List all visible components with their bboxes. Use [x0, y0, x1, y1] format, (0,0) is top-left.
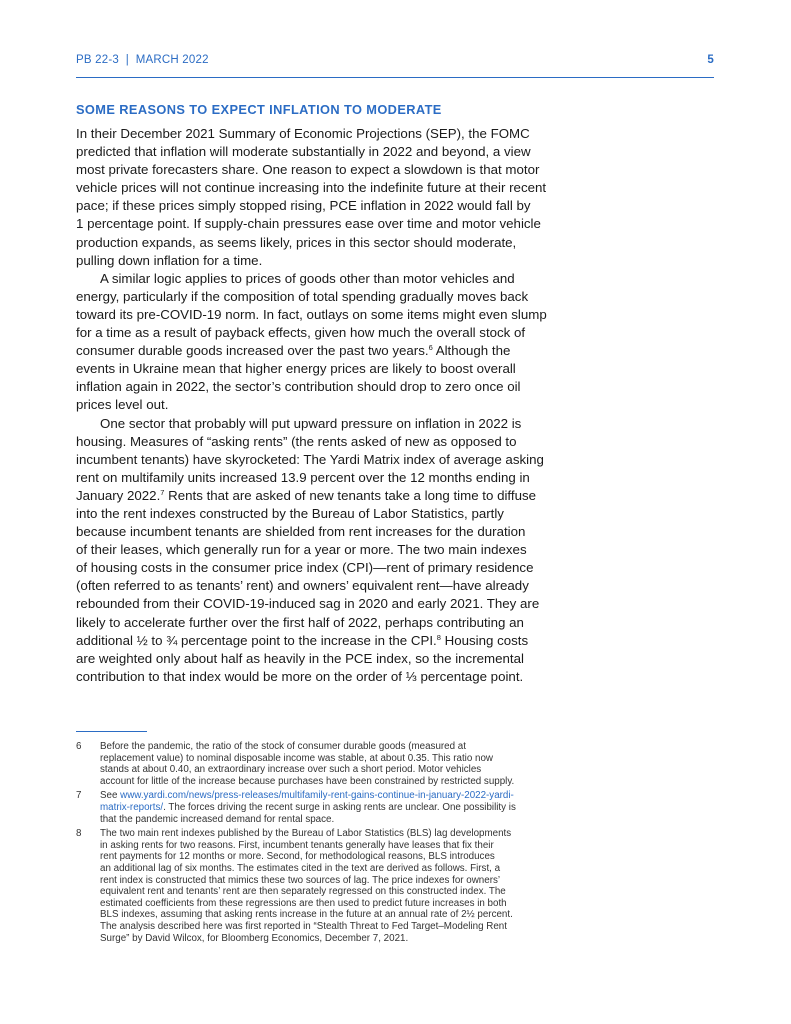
body-line: production expands, as seems likely, prices in this sector should moderate, — [76, 234, 517, 250]
body-line-with-footnote: consumer durable goods increased over the past two years.$^6$ Although the — [76, 343, 511, 359]
footnote-line: The analysis described here was first reported in “Stealth Threat to Fed Target–Modeling Rent — [100, 920, 507, 932]
footnote-line: that the pandemic increased demand for rental space. — [100, 813, 335, 825]
footnote-ref-8[interactable]: 8 — [436, 632, 441, 642]
body-line: energy, particularly if the composition of total spending gradually moves back — [76, 288, 529, 304]
footnote-line: See www.yardi.com/news/press-releases/multifamily-rent-gains-continue-in-january-2022-yardi- — [100, 790, 514, 802]
body-line: In their December 2021 Summary of Economic Projections (SEP), the FOMC — [76, 126, 530, 141]
page-header — [76, 54, 714, 70]
footnote-6 — [76, 741, 596, 787]
body-line: rebounded from their COVID-19-induced sag in 2020 and early 2021. They are — [76, 596, 540, 612]
body-line: inflation again in 2022, the sector’s contribution should drop to zero once oil — [76, 379, 521, 395]
body-line: prices level out. — [76, 397, 169, 413]
footnote-line: Before the pandemic, the ratio of the stock of consumer durable goods (measured at — [100, 741, 466, 752]
body-line: vehicle prices will not continue increasing into the indefinite future at their recent — [76, 180, 547, 196]
footnotes — [76, 741, 596, 947]
footnote-8 — [76, 828, 596, 944]
footnote-line: an additional lag of six months. The estimates cited in the text are derived as follows. First, a — [100, 862, 501, 874]
page-number: 5 — [707, 54, 714, 66]
body-line: A similar logic applies to prices of goods other than motor vehicles and — [100, 270, 515, 286]
body-line: events in Ukraine mean that higher energy prices are likely to boost overall — [76, 361, 516, 377]
body-line: housing. Measures of “asking rents” (the rents asked of new as opposed to — [76, 433, 517, 449]
footnote-number: 8 — [76, 828, 82, 840]
footnote-line: Surge” by David Wilcox, for Bloomberg Economics, December 7, 2021. — [100, 932, 409, 944]
footnote-line: equivalent rent and tenants’ rent are then separately regressed on this constructed index. The — [100, 886, 506, 898]
body-line: likely to accelerate further over the first half of 2022, perhaps contributing an — [76, 614, 524, 630]
body-line: predicted that inflation will moderate substantially in 2022 and beyond, a view — [76, 144, 531, 160]
body-line: rent on multifamily units increased 13.9 percent over the 12 months ending in — [76, 469, 530, 485]
body-line: for a time as a result of payback effects, given how much the overall stock of — [76, 325, 526, 341]
body-line: pulling down inflation for a time. — [76, 252, 263, 268]
section-heading: SOME REASONS TO EXPECT INFLATION TO MODERATE — [76, 102, 442, 117]
footnote-line: matrix-reports/. The forces driving the recent surge in asking rents are unclear. One possibility is — [100, 801, 516, 813]
footnote-number: 6 — [76, 741, 82, 752]
body-line: contribution to that index would be more on the order of ⅓ percentage point. — [76, 668, 524, 684]
body-line: (often referred to as tenants’ rent) and owners’ equivalent rent—have already — [76, 578, 529, 594]
body-line: of housing costs in the consumer price index (CPI)—rent of primary residence — [76, 560, 534, 576]
body-text — [76, 125, 596, 686]
body-line-with-footnote: additional ½ to ¾ percentage point to the increase in the CPI.$^8$ Housing costs — [76, 632, 529, 648]
footnote-line: The two main rent indexes published by the Bureau of Labor Statistics (BLS) lag developments — [100, 828, 512, 840]
footnote-line: rent payments for 12 months or more. Second, for methodological reasons, BLS introduces — [100, 851, 495, 863]
footnote-7 — [76, 790, 596, 825]
body-line: toward its pre-COVID-19 norm. In fact, outlays on some items might even slump — [76, 306, 547, 322]
body-line: most private forecasters share. One reason to expect a slowdown is that motor — [76, 162, 540, 178]
report-id-date: PB 22-3 | MARCH 2022 — [76, 54, 209, 66]
body-line: of their leases, which generally run for a year or more. The two main indexes — [76, 542, 527, 558]
footnote-rule — [76, 731, 147, 732]
footnote-ref-7[interactable]: 7 — [160, 487, 165, 497]
footnote-line: in asking rents for two reasons. First, incumbent tenants generally have leases that fix their — [100, 839, 494, 851]
body-line: into the rent indexes constructed by the Bureau of Labor Statistics, partly — [76, 505, 504, 521]
body-line: incumbent tenants) have skyrocketed: The Yardi Matrix index of average asking — [76, 451, 544, 467]
footnote-line: BLS indexes, assuming that asking rents increase in the future at an annual rate of 2½ percent. — [100, 909, 513, 921]
header-rule — [76, 77, 714, 78]
footnote-line: rent index is constructed that mimics these two sources of lag. The price indexes for owners’ — [100, 874, 501, 886]
body-line: because incumbent tenants are shielded from rent increases for the duration — [76, 524, 526, 540]
body-line: pace; if these prices simply stopped rising, PCE inflation in 2022 would fall by — [76, 198, 531, 214]
footnote-line: stands at about 0.40, an extraordinary increase over such a short period. Motor vehicles — [100, 764, 482, 776]
body-line-with-footnote: January 2022.$^7$ Rents that are asked of new tenants take a long time to diffuse — [76, 487, 537, 503]
footnote-ref-6[interactable]: 6 — [428, 343, 433, 353]
footnote-number: 7 — [76, 790, 82, 802]
footnote-line: replacement value) to nominal disposable income was stable, at about 0.35. This ratio now — [100, 752, 494, 764]
body-line: are weighted only about half as heavily in the PCE index, so the incremental — [76, 650, 524, 666]
footnote-line: estimated coefficients from these regressions are then used to predict future increases in both — [100, 897, 507, 909]
footnote-line: account for little of the increase because purchases have been constrained by restricted supply. — [100, 775, 515, 787]
body-line: One sector that probably will put upward pressure on inflation in 2022 is — [100, 415, 522, 431]
body-line: 1 percentage point. If supply-chain pressures ease over time and motor vehicle — [76, 216, 541, 232]
yardi-link[interactable]: www.yardi.com/news/press-releases/multifamily-rent-gains-continue-in-january-2022-yardi- — [120, 790, 514, 802]
yardi-link-continued[interactable]: matrix-reports/ — [100, 801, 164, 813]
